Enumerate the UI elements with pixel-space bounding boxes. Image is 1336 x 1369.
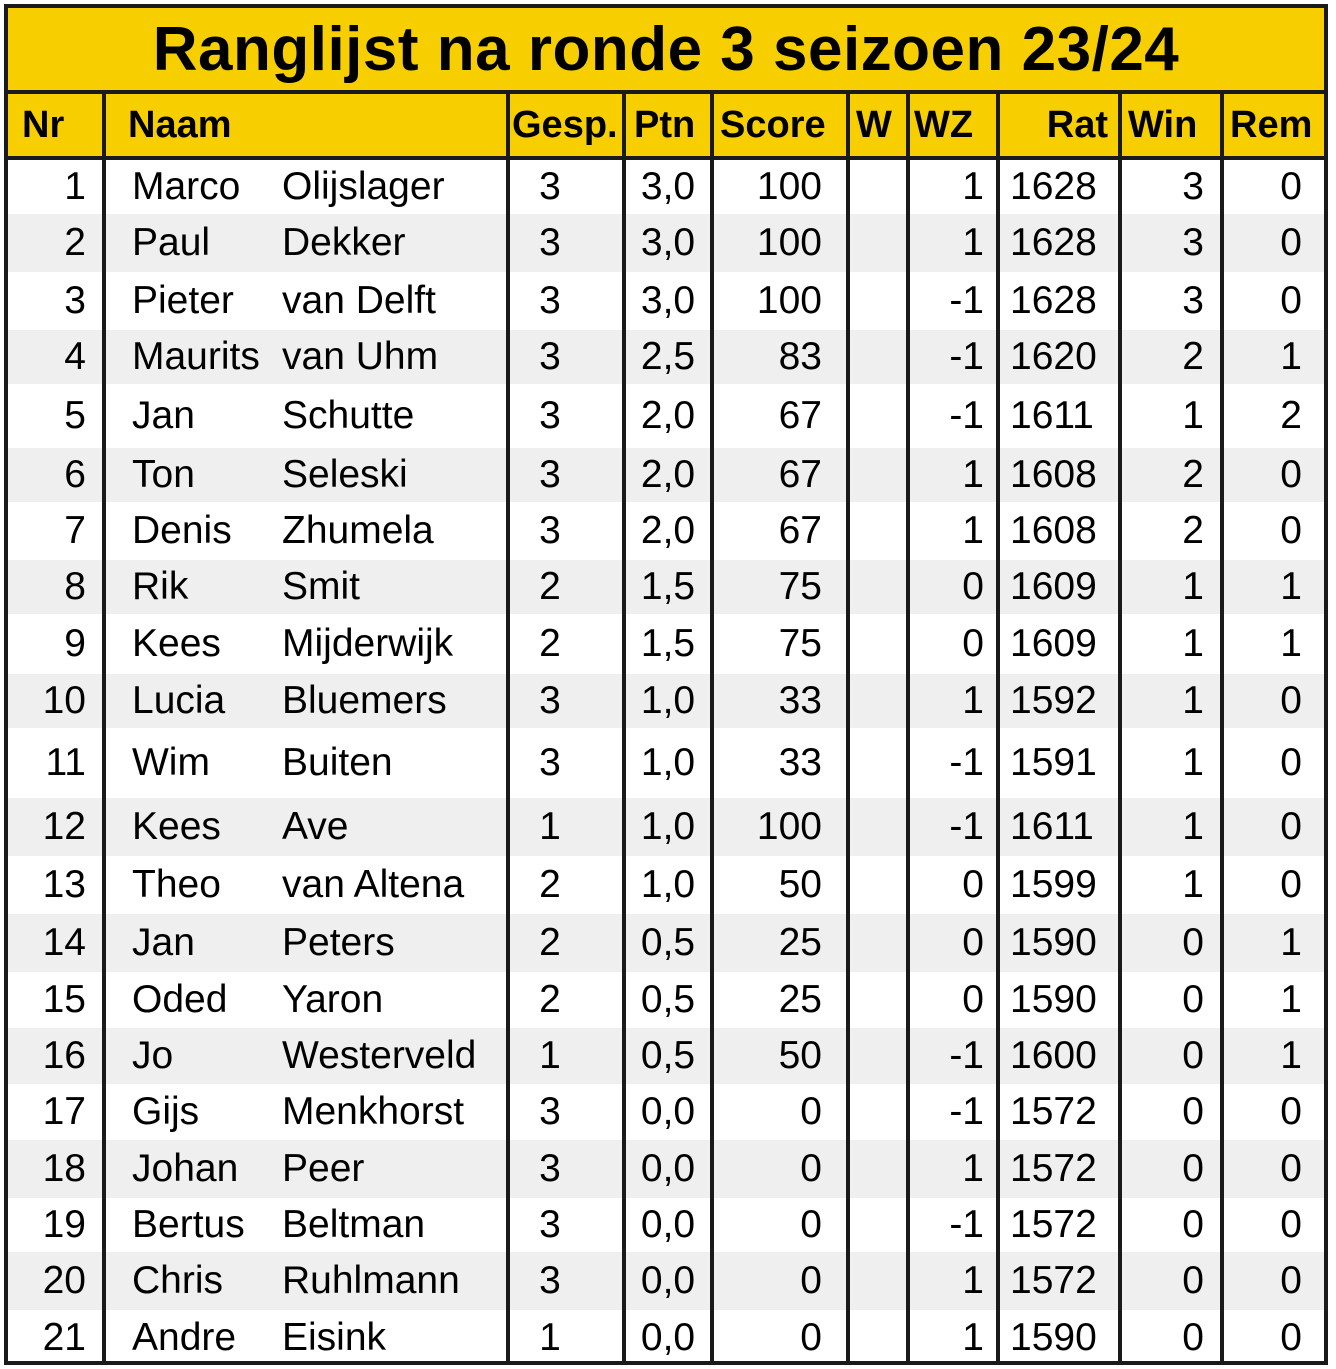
cell-score: 67 — [778, 453, 822, 496]
cell-score: 50 — [778, 1034, 822, 1077]
cell-rem: 1 — [1280, 622, 1302, 665]
cell-win: 3 — [1182, 165, 1204, 208]
cell-nr: 21 — [42, 1315, 86, 1359]
table-body — [8, 160, 1324, 1365]
header-wz: WZ — [914, 104, 974, 146]
column-divider — [996, 94, 1000, 1361]
cell-score: 100 — [756, 221, 822, 264]
header-rat: Rat — [1046, 104, 1108, 146]
cell-gesp: 3 — [539, 741, 561, 784]
cell-w — [850, 330, 906, 384]
cell-wz: 1 — [962, 453, 984, 496]
table-row — [8, 798, 1324, 856]
header-row — [8, 94, 1324, 160]
cell-last-name: Bluemers — [282, 679, 447, 722]
cell-score: 25 — [778, 978, 822, 1021]
column-divider — [1220, 94, 1224, 1361]
column-divider — [1118, 94, 1122, 1361]
cell-ptn: 2,0 — [640, 453, 696, 496]
cell-nr: 8 — [64, 565, 86, 608]
cell-win: 2 — [1182, 509, 1204, 552]
cell-wz: 0 — [962, 921, 984, 964]
cell-rem: 0 — [1280, 165, 1302, 208]
cell-score: 0 — [800, 1203, 822, 1246]
cell-score: 75 — [778, 622, 822, 665]
cell-first-name: Rik — [132, 565, 189, 608]
table-row — [8, 1310, 1324, 1365]
cell-last-name: Olijslager — [282, 165, 445, 208]
table-row — [8, 1028, 1324, 1084]
cell-rat: 1590 — [1010, 1315, 1097, 1359]
cell-gesp: 3 — [539, 394, 561, 437]
cell-gesp: 2 — [539, 863, 561, 906]
cell-ptn: 1,5 — [640, 565, 696, 608]
cell-nr: 1 — [64, 165, 86, 208]
cell-wz: 0 — [962, 622, 984, 665]
cell-wz: -1 — [949, 335, 984, 378]
cell-score: 0 — [800, 1315, 822, 1359]
cell-score: 100 — [756, 279, 822, 322]
cell-win: 1 — [1182, 565, 1204, 608]
cell-last-name: Beltman — [282, 1203, 426, 1246]
cell-gesp: 3 — [539, 453, 561, 496]
cell-rem: 0 — [1280, 805, 1302, 848]
cell-first-name: Chris — [132, 1259, 224, 1302]
cell-w — [850, 502, 906, 560]
cell-last-name: van Altena — [282, 863, 465, 906]
cell-rem: 0 — [1280, 1203, 1302, 1246]
cell-first-name: Denis — [132, 509, 232, 552]
cell-score: 25 — [778, 921, 822, 964]
cell-rat: 1609 — [1010, 565, 1097, 608]
table-row — [8, 448, 1324, 502]
cell-nr: 4 — [64, 335, 86, 378]
cell-gesp: 2 — [539, 978, 561, 1021]
cell-gesp: 3 — [539, 509, 561, 552]
table-row — [8, 272, 1324, 330]
cell-wz: -1 — [949, 1090, 984, 1133]
cell-rat: 1611 — [1010, 394, 1094, 437]
cell-gesp: 2 — [539, 921, 561, 964]
header-rem: Rem — [1230, 104, 1313, 146]
cell-first-name: Kees — [132, 622, 221, 665]
cell-nr: 2 — [64, 221, 86, 264]
cell-score: 0 — [800, 1259, 822, 1302]
cell-wz: 0 — [962, 978, 984, 1021]
cell-nr: 18 — [42, 1147, 86, 1190]
cell-score: 100 — [756, 805, 822, 848]
cell-nr: 11 — [45, 741, 86, 784]
cell-last-name: van Delft — [282, 279, 436, 322]
cell-wz: 1 — [962, 1147, 984, 1190]
cell-score: 75 — [778, 565, 822, 608]
cell-ptn: 1,0 — [640, 805, 696, 848]
column-divider — [846, 94, 850, 1361]
cell-win: 1 — [1182, 741, 1204, 784]
cell-ptn: 0,5 — [640, 1034, 696, 1077]
cell-ptn: 0,0 — [640, 1259, 696, 1302]
cell-last-name: Peer — [282, 1147, 365, 1190]
column-divider — [710, 94, 714, 1361]
cell-first-name: Maurits — [132, 335, 260, 378]
cell-rat: 1620 — [1010, 335, 1097, 378]
cell-rat: 1608 — [1010, 509, 1097, 552]
cell-wz: 1 — [962, 165, 984, 208]
cell-rem: 1 — [1280, 1034, 1302, 1077]
cell-wz: -1 — [949, 279, 984, 322]
cell-win: 0 — [1182, 921, 1204, 964]
cell-wz: -1 — [949, 394, 984, 437]
cell-rat: 1590 — [1010, 978, 1097, 1021]
cell-last-name: Buiten — [282, 741, 393, 784]
cell-win: 0 — [1182, 1034, 1204, 1077]
column-divider — [906, 94, 910, 1361]
cell-first-name: Theo — [132, 863, 221, 906]
cell-ptn: 0,0 — [640, 1147, 696, 1190]
cell-nr: 19 — [42, 1203, 86, 1246]
cell-w — [850, 1198, 906, 1252]
cell-first-name: Marco — [132, 165, 241, 208]
cell-nr: 13 — [42, 863, 86, 906]
header-ptn: Ptn — [634, 104, 696, 146]
ranking-table — [4, 4, 1328, 1365]
cell-win: 1 — [1182, 394, 1204, 437]
cell-rat: 1611 — [1010, 805, 1094, 848]
cell-nr: 6 — [64, 453, 86, 496]
cell-gesp: 1 — [539, 1034, 561, 1077]
cell-wz: 1 — [962, 509, 984, 552]
cell-rem: 0 — [1280, 741, 1302, 784]
cell-rem: 0 — [1280, 509, 1302, 552]
cell-first-name: Jan — [132, 394, 195, 437]
cell-gesp: 3 — [539, 335, 561, 378]
header-score: Score — [720, 104, 826, 146]
cell-rat: 1609 — [1010, 622, 1097, 665]
cell-ptn: 3,0 — [640, 279, 696, 322]
cell-rat: 1572 — [1010, 1090, 1097, 1133]
cell-wz: 0 — [962, 863, 984, 906]
column-divider — [622, 94, 626, 1361]
title-bar — [8, 8, 1324, 94]
cell-ptn: 2,5 — [640, 335, 696, 378]
cell-rem: 0 — [1280, 679, 1302, 722]
cell-win: 1 — [1182, 805, 1204, 848]
cell-last-name: van Uhm — [282, 335, 439, 378]
cell-first-name: Paul — [132, 221, 211, 264]
cell-last-name: Westerveld — [282, 1034, 477, 1077]
cell-nr: 3 — [64, 279, 86, 322]
cell-gesp: 3 — [539, 1147, 561, 1190]
cell-win: 0 — [1182, 1315, 1204, 1359]
cell-last-name: Schutte — [282, 394, 415, 437]
table-row — [8, 1140, 1324, 1198]
cell-last-name: Eisink — [282, 1315, 387, 1359]
cell-gesp: 3 — [539, 1090, 561, 1133]
table-row — [8, 502, 1324, 560]
header-w: W — [856, 104, 892, 146]
cell-first-name: Oded — [132, 978, 228, 1021]
table-row — [8, 330, 1324, 384]
table-row — [8, 384, 1324, 448]
cell-last-name: Ave — [282, 805, 349, 848]
cell-score: 33 — [778, 741, 822, 784]
cell-rat: 1590 — [1010, 921, 1097, 964]
cell-win: 0 — [1182, 1147, 1204, 1190]
cell-win: 1 — [1182, 863, 1204, 906]
cell-w — [850, 972, 906, 1028]
cell-win: 3 — [1182, 279, 1204, 322]
cell-last-name: Ruhlmann — [282, 1259, 460, 1302]
cell-nr: 9 — [64, 622, 86, 665]
table-row — [8, 160, 1324, 214]
column-divider — [506, 94, 510, 1361]
cell-w — [850, 384, 906, 448]
cell-nr: 7 — [64, 509, 86, 552]
cell-gesp: 2 — [539, 622, 561, 665]
cell-wz: -1 — [949, 805, 984, 848]
table-row — [8, 214, 1324, 272]
cell-nr: 16 — [42, 1034, 86, 1077]
cell-rem: 0 — [1280, 1090, 1302, 1133]
cell-first-name: Bertus — [132, 1203, 245, 1246]
cell-score: 67 — [778, 394, 822, 437]
cell-rem: 0 — [1280, 453, 1302, 496]
cell-rat: 1572 — [1010, 1147, 1097, 1190]
cell-last-name: Dekker — [282, 221, 406, 264]
table-row — [8, 728, 1324, 798]
header-win: Win — [1128, 104, 1198, 146]
cell-w — [850, 560, 906, 614]
cell-rem: 0 — [1280, 279, 1302, 322]
table-row — [8, 560, 1324, 614]
table-title: Ranglijst na ronde 3 seizoen 23/24 — [152, 14, 1180, 84]
cell-wz: 1 — [962, 679, 984, 722]
cell-wz: 1 — [962, 1315, 984, 1359]
cell-rat: 1608 — [1010, 453, 1097, 496]
cell-last-name: Yaron — [282, 978, 384, 1021]
cell-rat: 1572 — [1010, 1259, 1097, 1302]
cell-rem: 0 — [1280, 221, 1302, 264]
cell-wz: 1 — [962, 221, 984, 264]
table-row — [8, 972, 1324, 1028]
cell-rat: 1628 — [1010, 279, 1097, 322]
cell-ptn: 3,0 — [640, 221, 696, 264]
cell-score: 33 — [778, 679, 822, 722]
cell-last-name: Seleski — [282, 453, 408, 496]
cell-w — [850, 614, 906, 674]
cell-win: 3 — [1182, 221, 1204, 264]
cell-wz: 0 — [962, 565, 984, 608]
cell-wz: -1 — [949, 1203, 984, 1246]
cell-w — [850, 914, 906, 972]
cell-nr: 5 — [64, 394, 86, 437]
cell-score: 67 — [778, 509, 822, 552]
header-nr: Nr — [22, 104, 65, 146]
table-row — [8, 1252, 1324, 1310]
cell-gesp: 1 — [539, 805, 561, 848]
cell-rem: 0 — [1280, 1315, 1302, 1359]
cell-w — [850, 272, 906, 330]
cell-ptn: 2,0 — [640, 509, 696, 552]
cell-win: 2 — [1182, 335, 1204, 378]
cell-score: 0 — [800, 1147, 822, 1190]
cell-w — [850, 674, 906, 728]
table-row — [8, 614, 1324, 674]
cell-first-name: Gijs — [132, 1090, 200, 1133]
cell-gesp: 3 — [539, 221, 561, 264]
cell-rem: 1 — [1280, 921, 1302, 964]
cell-win: 1 — [1182, 679, 1204, 722]
cell-first-name: Lucia — [132, 679, 226, 722]
cell-w — [850, 214, 906, 272]
cell-gesp: 3 — [539, 679, 561, 722]
header-gesp: Gesp. — [512, 104, 618, 146]
cell-w — [850, 160, 906, 214]
cell-ptn: 1,0 — [640, 863, 696, 906]
column-divider — [102, 94, 106, 1361]
cell-gesp: 3 — [539, 1203, 561, 1246]
cell-rem: 0 — [1280, 863, 1302, 906]
cell-win: 0 — [1182, 978, 1204, 1021]
cell-last-name: Zhumela — [282, 509, 434, 552]
cell-gesp: 1 — [539, 1315, 561, 1359]
cell-wz: -1 — [949, 1034, 984, 1077]
cell-w — [850, 448, 906, 502]
cell-ptn: 0,0 — [640, 1090, 696, 1133]
cell-score: 83 — [778, 335, 822, 378]
cell-ptn: 1,0 — [640, 679, 696, 722]
cell-score: 0 — [800, 1090, 822, 1133]
cell-nr: 17 — [42, 1090, 86, 1133]
cell-wz: 1 — [962, 1259, 984, 1302]
cell-last-name: Menkhorst — [282, 1090, 465, 1133]
cell-first-name: Kees — [132, 805, 221, 848]
cell-nr: 14 — [42, 921, 86, 964]
cell-rem: 0 — [1280, 1147, 1302, 1190]
cell-w — [850, 856, 906, 914]
cell-win: 0 — [1182, 1203, 1204, 1246]
cell-rat: 1628 — [1010, 221, 1097, 264]
cell-win: 0 — [1182, 1259, 1204, 1302]
cell-win: 1 — [1182, 622, 1204, 665]
cell-gesp: 3 — [539, 165, 561, 208]
cell-last-name: Peters — [282, 921, 395, 964]
cell-first-name: Andre — [132, 1315, 237, 1359]
cell-w — [850, 1252, 906, 1310]
cell-gesp: 3 — [539, 279, 561, 322]
cell-ptn: 0,0 — [640, 1315, 696, 1359]
cell-rem: 2 — [1280, 394, 1302, 437]
cell-rem: 1 — [1280, 565, 1302, 608]
cell-ptn: 3,0 — [640, 165, 696, 208]
cell-rem: 0 — [1280, 1259, 1302, 1302]
cell-win: 0 — [1182, 1090, 1204, 1133]
table-row — [8, 914, 1324, 972]
cell-rem: 1 — [1280, 978, 1302, 1021]
cell-nr: 12 — [42, 805, 86, 848]
cell-nr: 20 — [42, 1259, 86, 1302]
cell-ptn: 1,0 — [640, 741, 696, 784]
cell-nr: 15 — [42, 978, 86, 1021]
cell-w — [850, 1028, 906, 1084]
cell-gesp: 2 — [539, 565, 561, 608]
cell-w — [850, 1140, 906, 1198]
cell-ptn: 2,0 — [640, 394, 696, 437]
cell-score: 50 — [778, 863, 822, 906]
table-row — [8, 674, 1324, 728]
cell-first-name: Ton — [132, 453, 195, 496]
cell-first-name: Jan — [132, 921, 195, 964]
cell-rem: 1 — [1280, 335, 1302, 378]
cell-ptn: 0,0 — [640, 1203, 696, 1246]
cell-first-name: Johan — [132, 1147, 239, 1190]
cell-w — [850, 1084, 906, 1140]
cell-last-name: Mijderwijk — [282, 622, 454, 665]
cell-ptn: 0,5 — [640, 921, 696, 964]
cell-rat: 1599 — [1010, 863, 1097, 906]
cell-w — [850, 728, 906, 798]
cell-win: 2 — [1182, 453, 1204, 496]
cell-rat: 1628 — [1010, 165, 1097, 208]
cell-first-name: Pieter — [132, 279, 234, 322]
cell-wz: -1 — [949, 741, 984, 784]
cell-w — [850, 798, 906, 856]
cell-gesp: 3 — [539, 1259, 561, 1302]
cell-first-name: Wim — [132, 741, 210, 784]
table-row — [8, 1198, 1324, 1252]
cell-rat: 1591 — [1010, 741, 1097, 784]
cell-nr: 10 — [42, 679, 86, 722]
cell-last-name: Smit — [282, 565, 360, 608]
cell-ptn: 1,5 — [640, 622, 696, 665]
cell-rat: 1600 — [1010, 1034, 1097, 1077]
cell-rat: 1592 — [1010, 679, 1097, 722]
header-naam: Naam — [128, 104, 232, 146]
table-row — [8, 1084, 1324, 1140]
table-row — [8, 856, 1324, 914]
cell-score: 100 — [756, 165, 822, 208]
cell-ptn: 0,5 — [640, 978, 696, 1021]
cell-rat: 1572 — [1010, 1203, 1097, 1246]
cell-first-name: Jo — [132, 1034, 174, 1077]
cell-w — [850, 1310, 906, 1365]
